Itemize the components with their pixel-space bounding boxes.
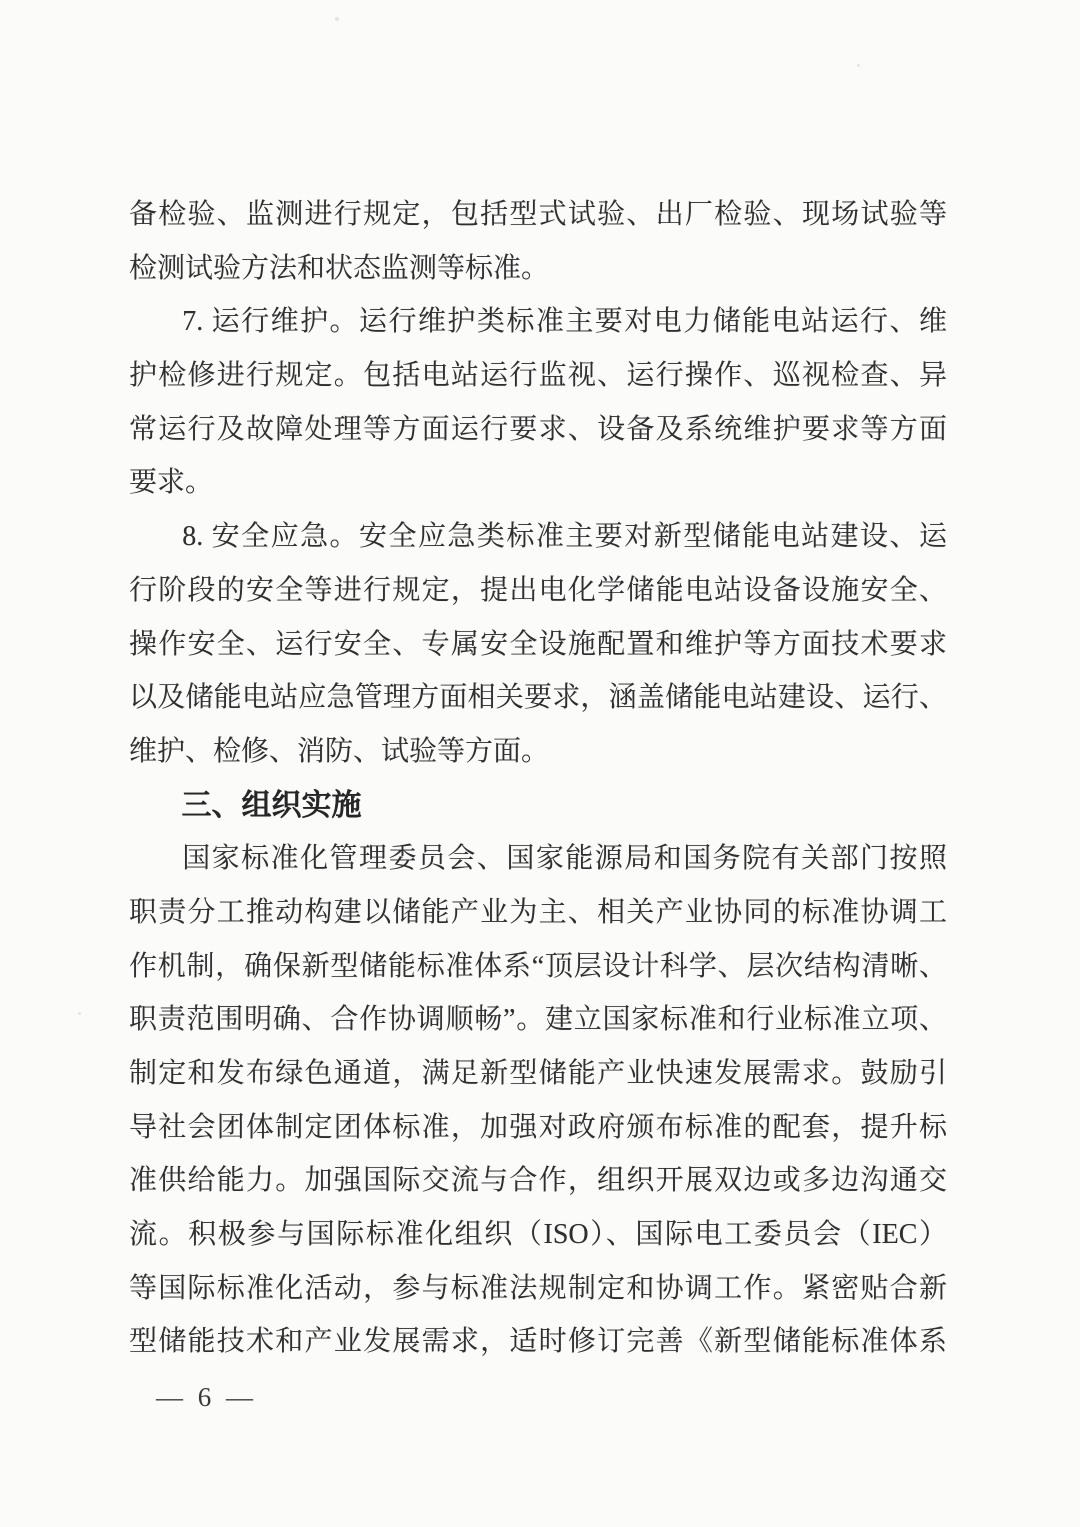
text-line: 维护、检修、消防、试验等方面。 (129, 735, 550, 767)
text-line: 导社会团体制定团体标准，加强对政府颁布标准的配套，提升标 (129, 1111, 947, 1143)
text-line: 要求。 (129, 467, 214, 499)
text-line: 职责范围明确、合作协调顺畅”。建立国家标准和行业标准立项、 (129, 1004, 947, 1036)
text-line: 制定和发布绿色通道，满足新型储能产业快速发展需求。鼓励引 (129, 1058, 947, 1089)
scan-speckle (78, 1012, 81, 1015)
text-line: 流。积极参与国际标准化组织（ISO）、国际电工委员会（IEC） (129, 1219, 947, 1251)
text-line: 以及储能电站应急管理方面相关要求，涵盖储能电站建设、运行、 (129, 682, 947, 714)
text-line: 作机制，确保新型储能标准体系“顶层设计科学、层次结构清晰、 (129, 950, 947, 982)
text-line: 备检验、监测进行规定，包括型式试验、出厂检验、现场试验等 (129, 199, 947, 230)
text-line: 型储能技术和产业发展需求，适时修订完善《新型储能标准体系 (129, 1326, 947, 1358)
scan-speckle (857, 64, 860, 67)
paragraph-7-start-line: 7. 运行维护。运行维护类标准主要对电力储能电站运行、维 (182, 306, 947, 338)
text-line: 操作安全、运行安全、专属安全设施配置和维护等方面技术要求 (129, 628, 947, 660)
text-line: 常运行及故障处理等方面运行要求、设备及系统维护要求等方面 (129, 413, 947, 445)
text-line: 护检修进行规定。包括电站运行监视、运行操作、巡视检查、异 (129, 360, 947, 392)
text-line: 检测试验方法和状态监测等标准。 (129, 252, 550, 284)
paragraph-8-start-line: 8. 安全应急。安全应急类标准主要对新型储能电站建设、运 (182, 521, 947, 553)
section-heading-organization-implementation: 三、组织实施 (181, 788, 362, 822)
scan-speckle (335, 17, 339, 21)
text-line: 职责分工推动构建以储能产业为主、相关产业协同的标准协调工 (129, 896, 947, 928)
text-line: 等国际标准化活动，参与标准法规制定和协调工作。紧密贴合新 (129, 1272, 947, 1304)
text-line: 行阶段的安全等进行规定，提出电化学储能电站设备设施安全、 (129, 574, 947, 606)
page-number: — 6 — (156, 1382, 257, 1412)
document-body (129, 188, 947, 1369)
text-line: 准供给能力。加强国际交流与合作，组织开展双边或多边沟通交 (129, 1165, 947, 1197)
paragraph-start-line: 国家标准化管理委员会、国家能源局和国务院有关部门按照 (182, 843, 947, 875)
